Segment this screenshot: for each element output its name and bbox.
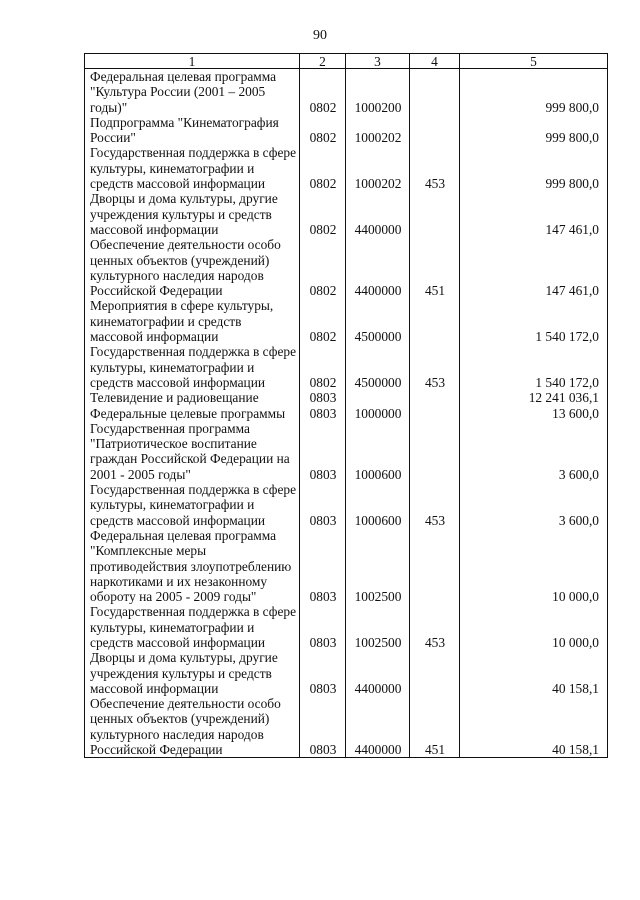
item-name: Мероприятия в сфере культуры, кинематографии и средств массовой информации xyxy=(85,298,300,344)
expense-type xyxy=(410,406,460,421)
section-code: 0802 xyxy=(300,191,346,237)
section-code: 0803 xyxy=(300,390,346,405)
amount: 12 241 036,1 xyxy=(460,390,608,405)
section-code: 0803 xyxy=(300,482,346,528)
section-code: 0802 xyxy=(300,145,346,191)
expense-type: 451 xyxy=(410,696,460,758)
header-col-3: 3 xyxy=(346,54,410,69)
target-article: 4400000 xyxy=(346,237,410,298)
section-code: 0802 xyxy=(300,237,346,298)
budget-table xyxy=(84,53,608,758)
target-article: 1000202 xyxy=(346,145,410,191)
item-name: Обеспечение деятельности особо ценных объектов (учреждений) культурного наследия народов Российской Федерации xyxy=(85,696,300,758)
expense-type xyxy=(410,69,460,115)
item-name: Государственная программа "Патриотическое воспитание граждан Российской Федерации на 2001 - 2005 годы" xyxy=(85,421,300,482)
amount: 3 600,0 xyxy=(460,482,608,528)
table-row xyxy=(85,390,608,405)
target-article: 4500000 xyxy=(346,298,410,344)
section-code: 0803 xyxy=(300,696,346,758)
expense-type: 453 xyxy=(410,145,460,191)
item-name: Дворцы и дома культуры, другие учреждения культуры и средств массовой информации xyxy=(85,650,300,696)
item-name: Телевидение и радиовещание xyxy=(85,390,300,405)
target-article: 1002500 xyxy=(346,604,410,650)
page-number: 90 xyxy=(313,28,327,43)
expense-type: 453 xyxy=(410,604,460,650)
table-row xyxy=(85,115,608,146)
target-article: 1000600 xyxy=(346,482,410,528)
amount: 40 158,1 xyxy=(460,696,608,758)
amount: 10 000,0 xyxy=(460,604,608,650)
item-name: Государственная поддержка в сфере культуры, кинематографии и средств массовой информации xyxy=(85,344,300,390)
expense-type: 453 xyxy=(410,344,460,390)
amount: 10 000,0 xyxy=(460,528,608,604)
table-row xyxy=(85,406,608,421)
section-code: 0803 xyxy=(300,421,346,482)
table-row xyxy=(85,482,608,528)
table-row xyxy=(85,650,608,696)
table-row xyxy=(85,298,608,344)
item-name: Федеральные целевые программы xyxy=(85,406,300,421)
expense-type: 451 xyxy=(410,237,460,298)
table-row xyxy=(85,604,608,650)
item-name: Дворцы и дома культуры, другие учреждения культуры и средств массовой информации xyxy=(85,191,300,237)
target-article: 4400000 xyxy=(346,191,410,237)
expense-type xyxy=(410,191,460,237)
amount: 40 158,1 xyxy=(460,650,608,696)
section-code: 0803 xyxy=(300,528,346,604)
amount: 1 540 172,0 xyxy=(460,344,608,390)
amount: 999 800,0 xyxy=(460,69,608,115)
target-article: 1002500 xyxy=(346,528,410,604)
target-article xyxy=(346,390,410,405)
header-col-5: 5 xyxy=(460,54,608,69)
item-name: Государственная поддержка в сфере культуры, кинематографии и средств массовой информации xyxy=(85,482,300,528)
table-row xyxy=(85,237,608,298)
target-article: 1000202 xyxy=(346,115,410,146)
target-article: 4400000 xyxy=(346,650,410,696)
amount: 147 461,0 xyxy=(460,237,608,298)
header-col-2: 2 xyxy=(300,54,346,69)
target-article: 4400000 xyxy=(346,696,410,758)
expense-type xyxy=(410,298,460,344)
target-article: 1000200 xyxy=(346,69,410,115)
table-header xyxy=(85,54,608,69)
item-name: Обеспечение деятельности особо ценных объектов (учреждений) культурного наследия народов Российской Федерации xyxy=(85,237,300,298)
header-col-4: 4 xyxy=(410,54,460,69)
amount: 147 461,0 xyxy=(460,191,608,237)
target-article: 1000000 xyxy=(346,406,410,421)
item-name: Федеральная целевая программа "Комплексные меры противодействия злоупотреблению наркотиками и их незаконному обороту на 2005 - 2009 годы" xyxy=(85,528,300,604)
amount: 1 540 172,0 xyxy=(460,298,608,344)
amount: 999 800,0 xyxy=(460,145,608,191)
table-row xyxy=(85,696,608,758)
table-row xyxy=(85,69,608,115)
table-body xyxy=(85,69,608,758)
item-name: Федеральная целевая программа "Культура России (2001 – 2005 годы)" xyxy=(85,69,300,115)
section-code: 0802 xyxy=(300,298,346,344)
expense-type: 453 xyxy=(410,482,460,528)
table-row xyxy=(85,421,608,482)
section-code: 0802 xyxy=(300,344,346,390)
table-row xyxy=(85,191,608,237)
section-code: 0802 xyxy=(300,115,346,146)
table-row xyxy=(85,528,608,604)
amount: 13 600,0 xyxy=(460,406,608,421)
amount: 999 800,0 xyxy=(460,115,608,146)
table-row xyxy=(85,145,608,191)
expense-type xyxy=(410,650,460,696)
expense-type xyxy=(410,390,460,405)
item-name: Государственная поддержка в сфере культуры, кинематографии и средств массовой информации xyxy=(85,604,300,650)
target-article: 4500000 xyxy=(346,344,410,390)
item-name: Государственная поддержка в сфере культуры, кинематографии и средств массовой информации xyxy=(85,145,300,191)
target-article: 1000600 xyxy=(346,421,410,482)
table-row xyxy=(85,344,608,390)
expense-type xyxy=(410,421,460,482)
expense-type xyxy=(410,115,460,146)
section-code: 0803 xyxy=(300,650,346,696)
header-col-1: 1 xyxy=(85,54,300,69)
expense-type xyxy=(410,528,460,604)
section-code: 0802 xyxy=(300,69,346,115)
item-name: Подпрограмма "Кинематография России" xyxy=(85,115,300,146)
section-code: 0803 xyxy=(300,604,346,650)
header-row xyxy=(85,54,608,69)
amount: 3 600,0 xyxy=(460,421,608,482)
section-code: 0803 xyxy=(300,406,346,421)
